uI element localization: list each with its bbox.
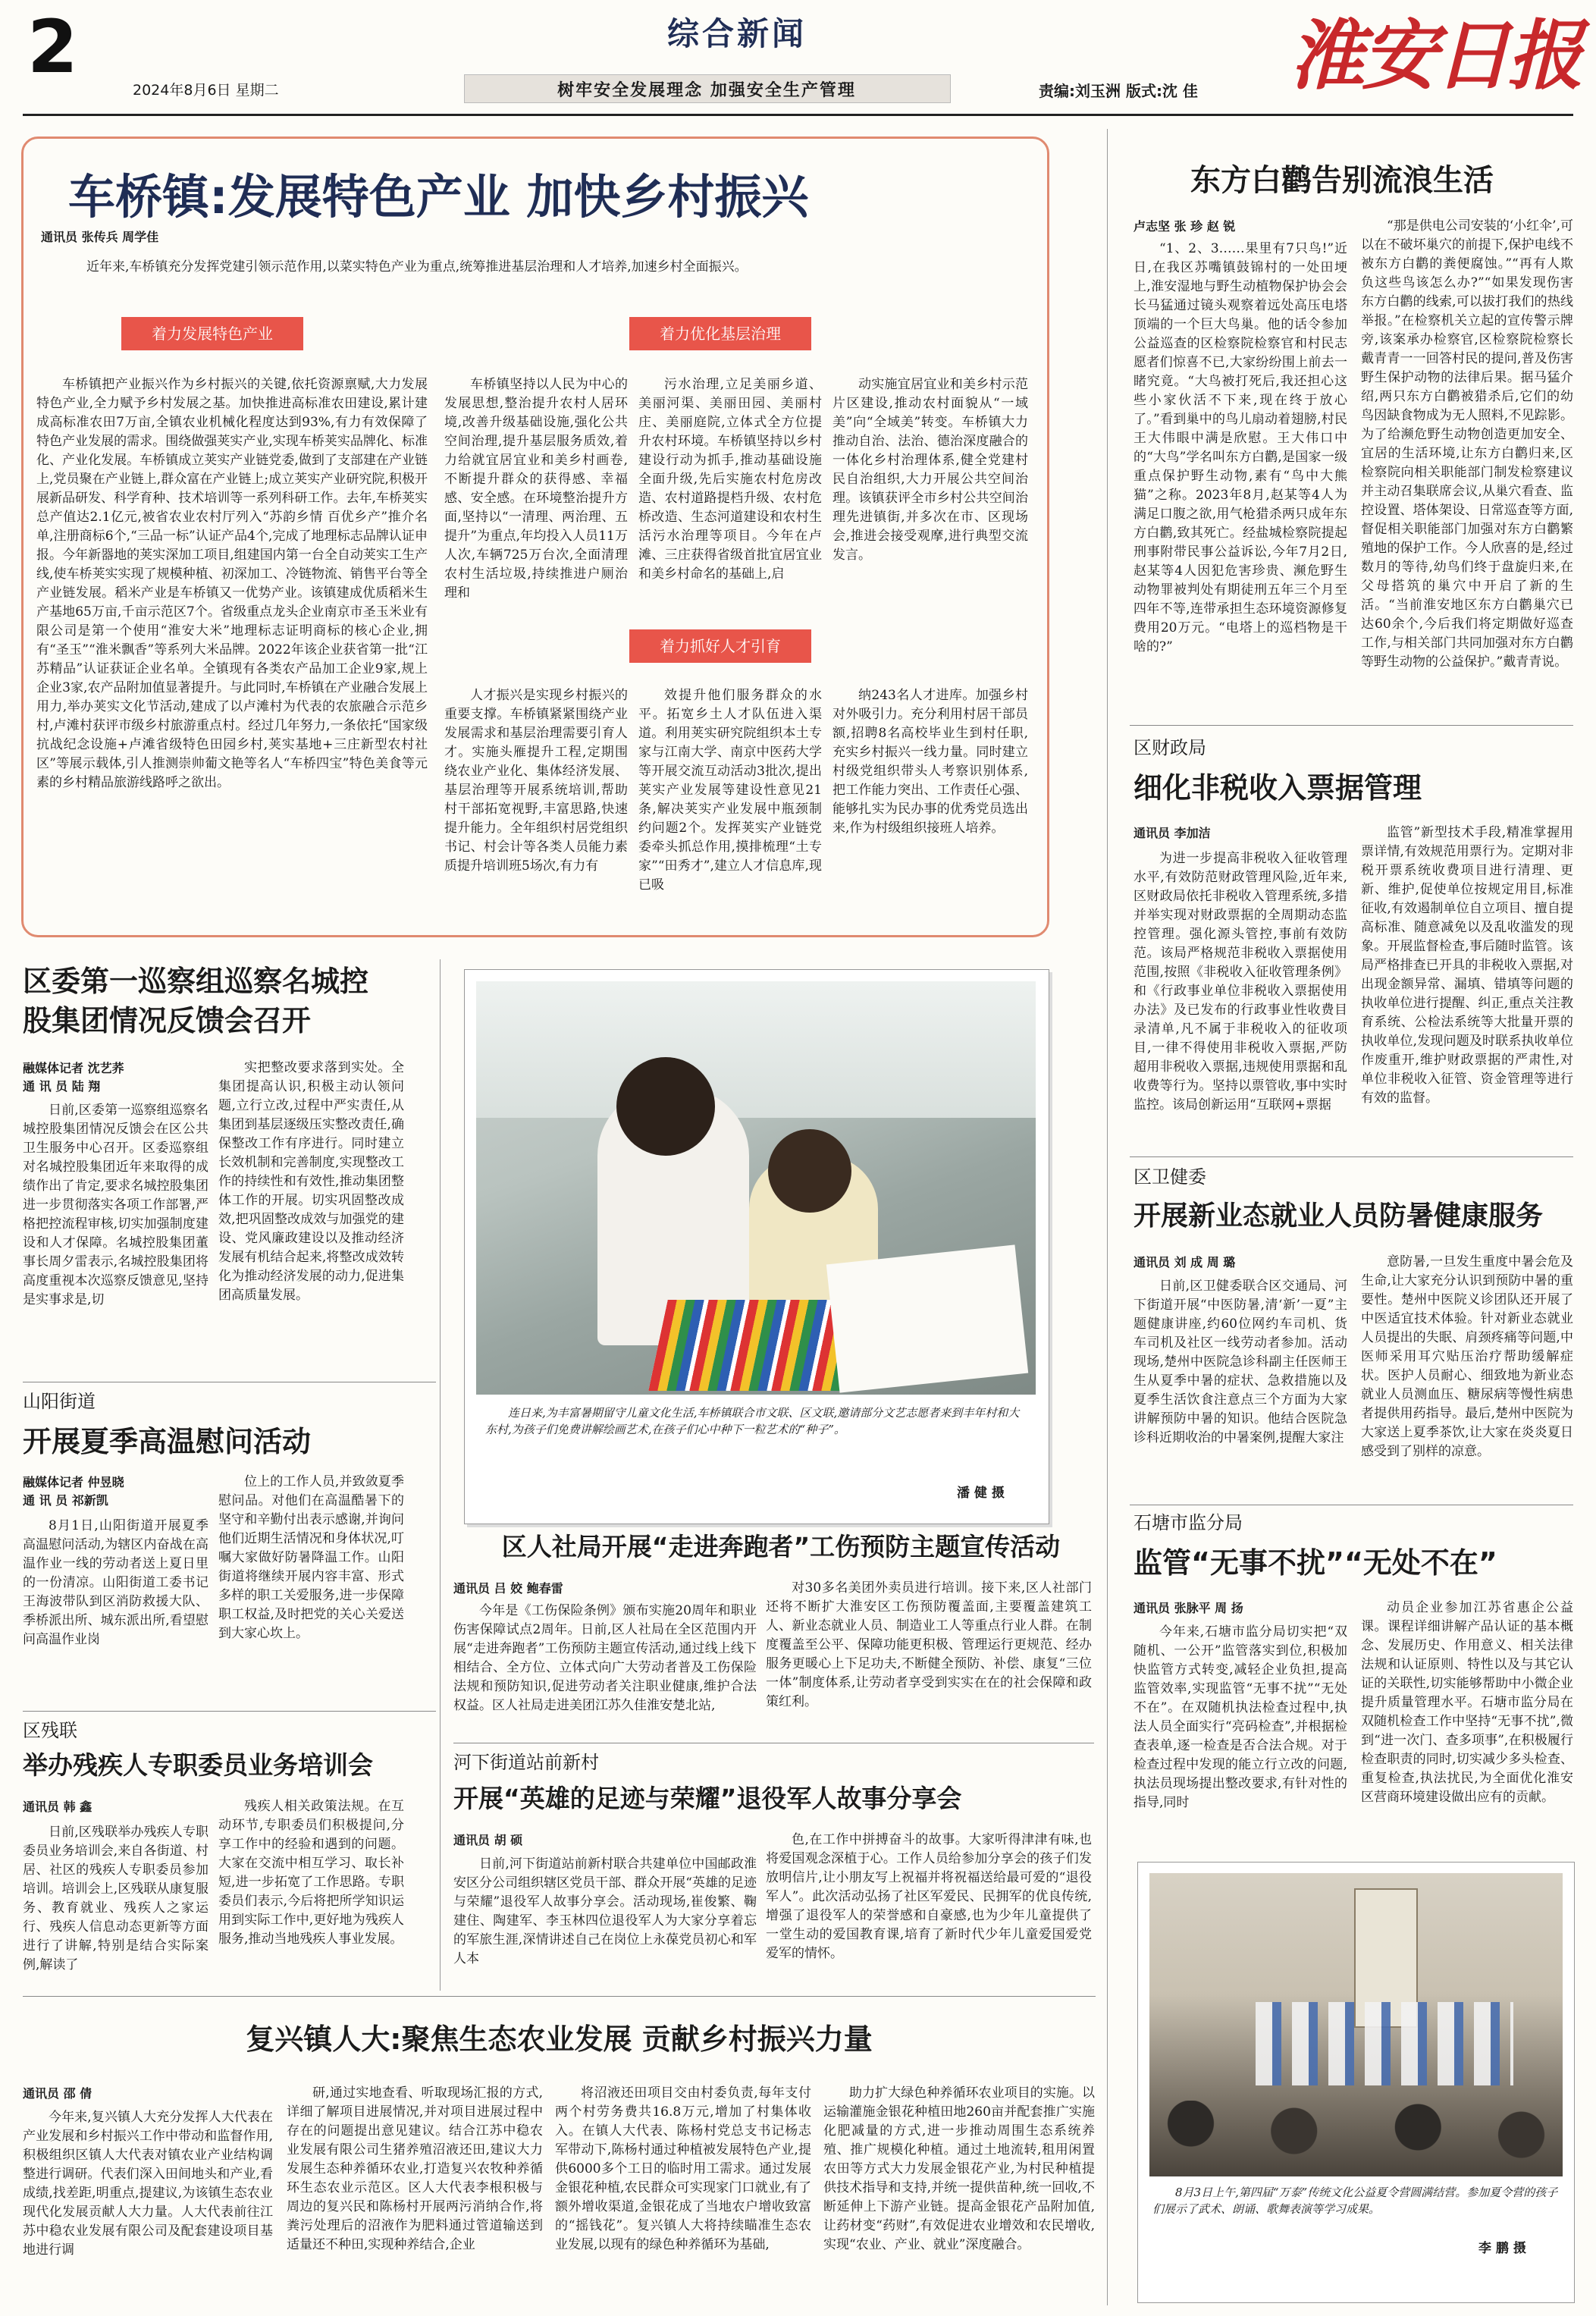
lead-byline: 通讯员 张传兵 周学佳	[41, 230, 159, 244]
a9-title: 区人社局开展“走进奔跑者”工伤预防主题宣传活动	[501, 1532, 1061, 1561]
photo1-credit: 潘 健 摄	[957, 1486, 1005, 1501]
a2-col-1: “1、2、3……果里有7只鸟!”近日,在我区苏嘴镇鼓锦村的一处田埂上,淮安湿地与野生动植物保护协会会长马猛通过镜头观察着远处高压电塔顶端的一个巨大鸟巢。他的话令参加公益巡查的区检察院检察官和村民志愿者们惊喜不已,大家纷纷围上前去一睹究竟。“大鸟被打死后,我还担心这些小家伙活不下来,现在终于放心了。”看到巢中的鸟儿扇动着翅膀,村民王大伟眼中满是欣慰。王大伟口中的“大鸟”学名叫东方白鹳,是国家一级重点保护野生动物,素有“鸟中大熊猫”之称。2023年8月,赵某等4人为满足口腹之欲,用气枪猎杀两只成年东方白鹳,致其死亡。经盐城检察院提起刑事附带民事公益诉讼,今年7月2日,赵某等4人因犯危害珍贵、濒危野生动物罪被判处有期徒刑五年三个月至四年不等,连带承担生态环境资源修复费用20万元。“电塔上的巡档物是干啥的?”	[1134, 241, 1347, 654]
lead-col-2b: 人才振兴是实现乡村振兴的重要支撑。车桥镇紧紧围绕产业发展需求和基层治理需要引育人才。实施头雁提升工程,定期围绕农业产业化、集体经济发展、基层治理等开展系统培训,帮助村干部拓宽视野,丰富思路,快速提升能力。全年组织村居党组织书记、村会计等各类人员能力素质提升培训班5场次,有力有	[444, 688, 628, 874]
page-number: 2	[27, 5, 78, 89]
a5-col-2: 动员企业参加江苏省惠企公益课。课程详细讲解产品认证的基本概念、发展历史、作用意义、相关法律法规和认证原则、特性以及与其它认证的关联性,切实能够帮助中小微企业提升质量管理水平。石塘市监分局在双随机检查工作中坚持“无事不扰”,微到“进一次门、查多项事”,在积极履行检查职责的同时,切实减少多头检查、重复检查,执法扰民,为全面优化淮安区营商环境建设做出应有的贡献。	[1361, 1600, 1573, 1805]
a3-kicker: 区财政局	[1134, 737, 1206, 758]
a11-byline: 通讯员 邵 倩	[23, 2086, 92, 2101]
a4-col-1: 日前,区卫健委联合区交通局、河下街道开展“中医防暑,清‘新’一夏”主题健康讲座,约60位网约车司机、货车司机及社区一线劳动者参加。活动现场,楚州中医院急诊科副主任医师王生从夏季中暑的症状、急救措施以及夏季生活饮食注意点三个方面为大家讲解预防中暑的知识。他结合医院急诊科近期收治的中暑案例,提醒大家注	[1134, 1279, 1347, 1445]
a4-byline: 通讯员 刘 成 周 璐	[1134, 1255, 1236, 1269]
a2-rule	[1130, 725, 1573, 726]
photo2-performers	[1256, 2002, 1513, 2085]
a8-byline: 通讯员 韩 鑫	[23, 1800, 92, 1814]
a4-title: 开展新业态就业人员防暑健康服务	[1134, 1200, 1544, 1232]
a10-rule	[23, 1996, 1096, 1997]
a7-col-2: 位上的工作人员,并致敛夏季慰问品。对他们在高温酷暑下的坚守和辛勤付出表示感谢,并询问他们近期生活情况和身体状况,叮嘱大家做好防暑降温工作。山阳街道将继续开展内容丰富、形式多样的职工关爱服务,进一步保障职工权益,及时把党的关心关爱送到大家心坎上。	[218, 1474, 404, 1641]
issue-date: 2024年8月6日 星期二	[133, 82, 279, 99]
photo1-drawing-paper	[826, 1244, 1028, 1392]
lead-col-2a: 车桥镇坚持以人民为中心的发展思想,整治提升农村人居环境,改善升级基础设施,强化公共空间治理,提升基层服务质效,着力给就宜居宜业和美乡村画卷,不断提升群众的获得感、幸福感、安全感。在环境整治提升方面,坚持以“一清理、两治理、五提升”为重点,年均投入人员11万人次,车辆725万台次,全面清理农村生活垃圾,持续推进户厕治理和	[444, 377, 628, 601]
photo1-child-hair	[768, 1129, 851, 1213]
a7-byline-2: 通 讯 员 祁新凯	[23, 1493, 108, 1508]
a3-byline: 通讯员 李加洁	[1134, 826, 1211, 840]
slogan: 树牢安全发展理念 加强安全生产管理	[557, 81, 856, 100]
a9-col-2: 对30多名美团外卖员进行培训。接下来,区人社部门还将不断扩大淮安区工伤预防覆盖面,主要覆盖建筑工人、新业态就业人员、制造业工人等重点行业人群。在制度覆盖至公平、保障功能更积极、管理运行更规范、经办服务更暖心上下足功夫,不断健全预防、补偿、康复“三位一体”制度体系,让劳动者享受到实实在在的社会保障和政策红利。	[766, 1580, 1092, 1709]
left-lower-divider	[440, 959, 441, 1991]
section-title: 综合新闻	[667, 15, 807, 52]
lead-col-1: 车桥镇把产业振兴作为乡村振兴的关键,依托资源禀赋,大力发展特色产业,全力赋予乡村发展之基。加快推进高标准农田建设,累计建成高标准农田7万亩,全镇农业机械化程度达到93%,有力有效保障了特色产业发展的需求。围绕做强荚实产业,实现车桥荚实品牌化、标准化、产业化发展。车桥镇成立荚实产业链党委,做到了支部建在产业链上,党员聚在产业链上,群众富在产业链上;成立荚实产业研究院,积极开展新品研发、科学育种、技术培训等一系列科研工作。去年,车桥荚实总产值达2.1亿元,被省农业农村厅列入“苏韵乡情 百优乡产”推介名单,注册商标6个,“三品一标”认证产品4个,完成了地理标志品牌认证申报。今年新器地的荚实深加工项目,组建国内第一台全自动荚实工生产线,使车桥荚实实现了规模种植、初深加工、冷链物流、销售平台等全产业链发展。稻米产业是车桥镇又一优势产业。该镇建成优质稻米生产基地65万亩,千亩示范区7个。省级重点龙头企业南京市圣玉米业有限公司是第一个使用“淮安大米”地理标志证明商标的核心企业,拥有“圣玉”“淮米飘香”等系列大米品牌。2022年该企业获省第一批“江苏精品”认证获证企业名单。全镇现有各类农产品加工企业9家,规上企业3家,农产品附加值显著提升。与此同时,车桥镇在产业融合发展上用力,举办荚实文化节活动,建成了以卢滩村为代表的农旅融合示范乡村,卢滩村获评市级乡村旅游重点村。经过几年努力,一条依托“国家级抗战纪念设施+卢滩省级特色田园乡村,荚实基地+三庄新型农村社区”等展示载体,引人推测崇帅葡文艳等名人“车桥四宝”特色美食等元素的乡村精品旅游线路呼之欲出。	[36, 377, 428, 790]
a7-col-1: 8月1日,山阳街道开展夏季高温慰问活动,为辖区内奋战在高温作业一线的劳动者送上夏日里的一份清凉。山阳街道工委书记王海波带队到区消防救援大队、季桥派出所、城东派出所,看望慰问高温作业岗	[23, 1518, 209, 1647]
a6-title: 区委第一巡察组巡察名城控股集团情况反馈会召开	[23, 965, 369, 1037]
lead-subhead-talent: 着力抓好人才引育	[629, 629, 811, 663]
a10-byline: 通讯员 胡 硕	[453, 1833, 523, 1847]
photo2-caption: 8月3日上午,第四届“万泰”传统文化公益夏令营圆满结营。参加夏令营的孩子们展示了武术、朗诵、歌舞表演等学习成果。	[1152, 2186, 1558, 2216]
photo1-teacher-hair	[616, 1057, 715, 1156]
a8-kicker: 区残联	[23, 1720, 77, 1741]
a4-kicker: 区卫健委	[1134, 1166, 1206, 1188]
a8-col-2: 残疾人相关政策法规。在互动环节,专职委员们积极提问,分享工作中的经验和遇到的问题。大家在交流中相互学习、取长补短,进一步拓宽了工作思路。专职委员们表示,今后将把所学知识运用到实际工作中,更好地为残疾人服务,推动当地残疾人事业发展。	[218, 1799, 404, 1947]
a11-col-2: 研,通过实地查看、听取现场汇报的方式,详细了解项目进展情况,并对项目进展过程中存在的问题提出意见建议。结合江苏中稳农业发展有限公司生猪养殖沼液还田,建议大力发展生态种养循环农业,打造复兴农牧种养循环生态农业示范区。区人大代表李根积极与周边的复兴民和陈杨村开展两污消纳合作,将粪污处理后的沼液作为肥料通过管道输送到适量还不种田,实现种养结合,企业	[287, 2085, 543, 2252]
a3-rule	[1130, 1156, 1573, 1157]
a11-col-3: 将沼液还田项目交由村委负责,每年支付两个村劳务费共16.8万元,增加了村集体收入。在镇人大代表、陈杨村党总支书记杨志军带动下,陈杨村通过种植被发展特色产业,提供6000多个工日的临时用工需求。通过发展金银花种植,农民群众可实现家门口就业,有了额外增收渠道,金银花成了当地农户增收致富的“摇钱花”。复兴镇人大将持续瞄准生态农业发展,以现有的绿色种养循环为基础,	[555, 2085, 811, 2252]
a5-col-1: 今年来,石塘市监分局切实把“双随机、一公开”监管落实到位,积极加快监管方式转变,减轻企业负担,提高监管效率,实现监管“无事不扰”“无处不在”。在双随机执法检查过程中,执法人员全面实行“亮码检查”,并根据检查表单,逐一检查是否合法合规。对于检查过程中发现的能立行立改的问题,执法员现场提出整改要求,有针对性的指导,同时	[1134, 1624, 1347, 1810]
a6-col-1: 日前,区委第一巡察组巡察名城控股集团情况反馈会在区公共卫生服务中心召开。区委巡察组对名城控股集团近年来取得的成绩作出了肯定,要求名城控股集团进一步贯彻落实各项工作部署,严格把控流程审核,切实加强制度建设和人才保障。名城控股集团董事长周夕雷表示,名城控股集团将高度重视本次巡察反馈意见,坚持是实事求是,切	[23, 1103, 209, 1307]
a9-byline: 通讯员 吕 姣 鲍春雷	[453, 1581, 563, 1596]
a5-byline: 通讯员 张脉平 周 扬	[1134, 1601, 1243, 1615]
a8-title: 举办残疾人专职委员业务培训会	[23, 1750, 373, 1780]
a2-byline: 卢志坚 张 珍 赵 锐	[1134, 219, 1236, 234]
a7-byline-1: 融媒体记者 仲昱晓	[23, 1475, 124, 1489]
photo2-image	[1149, 1873, 1563, 2176]
header-rule	[23, 114, 1573, 116]
a2-title: 东方白鹳告别流浪生活	[1190, 163, 1494, 198]
a3-col-1: 为进一步提高非税收入征收管理水平,有效防范财政管理风险,近年来,区财政局依托非税收入管理系统,多措并举实现对财政票据的全周期动态监控管理。强化源头管控,事前有效防范。该局严格规范非税收入票据使用范围,按照《非税收入征收管理条例》和《行政事业单位非税收入票据使用办法》及已发布的行政事业性收费目录清单,凡不属于非税收入的征收项目,一律不得使用非税收入票据,严防超用非税收入票据,违规使用票据和乱收费等行为。坚持以票管收,事中实时监控。该局创新运用“互联网+票据	[1134, 851, 1347, 1112]
a7-kicker: 山阳街道	[23, 1391, 96, 1412]
photo1-caption: 连日来,为丰富暑期留守儿童文化生活,车桥镇联合市文联、区文联,邀请部分文艺志愿者来到丰年村和大东村,为孩子们免费讲解绘画艺术,在孩子们心中种下一粒艺术的“种子”。	[485, 1406, 1020, 1436]
photo1-window	[476, 981, 1036, 1118]
a2-col-2: “那是供电公司安装的‘小红伞’,可以在不破坏巢穴的前提下,保护电线不被东方白鹳的粪便腐蚀。”“再有人欺负这些鸟该怎么办?”“如果发现伤害东方白鹳的线索,可以拔打我们的热线举报。”在检察机关立起的宣传警示牌旁,该案承办检察官,区检察院检察长戴青青一一回答村民的提问,普及伤害野生保护动物的法律后果。据马猛介绍,两只东方白鹳被猎杀后,它们的幼鸟因缺食物成为无人照料,不见踪影。为了给濒危野生动物创造更加安全、宜居的生活环境,让东方白鹳归来,区检察院向相关职能部门制发检察建议并主动召集联席会议,从巢穴看查、监控设置、塔体架设、日常巡查等方面,督促相关职能部门加强对东方白鹳繁殖地的保护工作。今人欣喜的是,经过数月的等待,幼鸟们终于盘旋归来,在父母搭筑的巢穴中开启了新的生活。“当前淮安地区东方白鹳巢穴已达60余个,今后我们将定期做好巡查工作,与相关部门共同加强对东方白鹳等野生动物的公益保护。”戴青青说。	[1361, 218, 1573, 670]
lead-col-4a: 动实施宜居宜业和美乡村示范片区建设,推动农村面貌从“一域美”向“全域美”转变。车桥镇大力推动自治、法治、德治深度融合的一体化乡村治理体系,健全党建村民自治组织,大力开展公共空间治理。该镇获评全市乡村公共空间治理先进镇街,并多次在市、区现场会,推进会接受观摩,进行典型交流发言。	[832, 377, 1028, 563]
a4-col-2: 意防暑,一旦发生重度中暑会危及生命,让大家充分认识到预防中暑的重要性。楚州中医院义诊团队还开展了中医适宜技术体验。针对新业态就业人员提出的失眠、肩颈疼痛等问题,中医师采用耳穴贴压治疗帮助缓解症状。医护人员耐心、细致地为新业态就业人员测血压、糖尿病等慢性病患者提供用药指导。最后,楚州中医院为大家送上夏季茶饮,让大家在炎炎夏日感受到了别样的凉意。	[1361, 1254, 1573, 1459]
lead-intro: 近年来,车桥镇充分发挥党建引领示范作用,以菜实特色产业为重点,统筹推进基层治理和人才培养,加速乡村全面振兴。	[86, 259, 748, 275]
a3-col-2: 监管”新型技术手段,精准掌握用票详情,有效规范用票行为。定期对非税开票系统收费项目进行清理、更新、维护,促使单位按规定用目,标准征收,有效遏制单位自立项目、擅自提高标准、随意减免以及乱收滥发的现象。开展监督检查,事后随时监管。该局严格排查已开具的非税收入票据,对出现金额异常、漏填、错填等问题的执收单位进行提醒、纠正,重点关注教育系统、公检法系统等大批量开票的执收单位,发现问题及时联系执收单位作废重开,维护财政票据的严肃性,对单位非税收入征管、资金管理等进行有效的监督。	[1361, 825, 1573, 1106]
a10-col-2: 色,在工作中拼搏奋斗的故事。大家听得津津有味,也将爱国观念深植于心。工作人员给参加分享会的孩子们发放明信片,让小朋友写上祝福并将祝福送给最可爱的“退役军人”。此次活动弘扬了社区军爱民、民拥军的优良传统,增强了退役军人的荣誉感和自豪感,也为少年儿童提供了一堂生动的爱国教育课,培育了新时代少年儿童爱国爱党爱军的情怀。	[766, 1832, 1092, 1961]
a9-col-1: 今年是《工伤保险条例》颁布实施20周年和职业伤害保障试点2周年。日前,区人社局在全区范围内开展“走进奔跑者”工伤预防主题宣传活动,通过线上线下相结合、全方位、立体式向广大劳动者普及工伤保险法规和预防知识,促进劳动者关注职业健康,维护合法权益。区人社局走进美团江苏久佳淮安楚北站,	[453, 1603, 757, 1713]
a7-rule	[23, 1711, 436, 1712]
a10-title: 开展“英雄的足迹与荣耀”退役军人故事分享会	[453, 1784, 962, 1813]
lead-subhead-governance: 着力优化基层治理	[629, 317, 811, 350]
a7-title: 开展夏季高温慰问活动	[23, 1425, 312, 1458]
a10-col-1: 日前,河下街道站前新村联合共建单位中国邮政淮安区分公司组织辖区党员干部、群众开展“英雄的足迹与荣耀”退役军人故事分享会。活动现场,崔俊繁、鞠建住、陶建军、李玉林四位退役军人为大家分享着忘的军旅生涯,深情讲述自己在岗位上永葆党员初心和军人本	[453, 1856, 757, 1966]
photo2-audience	[1149, 2101, 1563, 2176]
photo2-credit: 李 鹏 摄	[1478, 2241, 1526, 2256]
a5-title: 监管“无事不扰”“无处不在”	[1134, 1546, 1497, 1580]
editors: 责编:刘玉洲 版式:沈 佳	[1039, 82, 1198, 100]
photo1-image	[476, 981, 1036, 1395]
a10-kicker: 河下街道站前新村	[453, 1752, 599, 1773]
lead-subhead-industry: 着力发展特色产业	[121, 317, 303, 350]
lead-title: 车桥镇:发展特色产业 加快乡村振兴	[68, 169, 809, 224]
right-divider	[1107, 129, 1108, 2305]
a6-byline-1: 融媒体记者 沈艺荞	[23, 1061, 124, 1075]
lead-col-4b: 纳243名人才进库。加强乡村对外吸引力。充分利用村居干部员额,招聘8名高校毕业生到村任职,充实乡村振兴一线力量。同时建立村级党组织带头人考察识别体系,把工作能力突出、工作责任心强、能够扎实为民办事的优秀党员选出来,作为村级组织接班人培养。	[832, 688, 1028, 836]
a3-title: 细化非税收入票据管理	[1134, 771, 1422, 805]
a5-kicker: 石塘市监分局	[1134, 1512, 1243, 1533]
masthead-logo: 淮安日报	[1289, 11, 1580, 100]
lead-col-3a: 污水治理,立足美丽乡道、美丽河渠、美丽田园、美丽村庄、美丽庭院,立体式全方位提升农村环境。车桥镇坚持以乡村建设行动为抓手,推动基础设施全面升级,先后实施农村危房改造、农村道路提档升级、农村危桥改造、生态河道建设和农村生活污水治理等项目。今年在卢滩、三庄获得省级首批宜居宜业和美乡村命名的基础上,启	[638, 377, 822, 582]
a11-title: 复兴镇人大:聚焦生态农业发展 贡献乡村振兴力量	[246, 2023, 873, 2056]
lead-col-3b: 效提升他们服务群众的水平。拓宽乡土人才队伍进入渠道。利用荚实研究院组织本土专家与江南大学、南京中医药大学等开展交流互动活动3批次,提出荚实产业发展等建设性意见21条,解决荚实产业发展中瓶颈制约问题2个。发挥荚实产业链党委牵头抓总作用,摸排梳理“土专家”“田秀才”,建立人才信息库,现已吸	[638, 688, 822, 893]
a8-col-1: 日前,区残联举办残疾人专职委员业务培训会,来自各街道、村居、社区的残疾人专职委员参加培训。培训会上,区残联从康复服务、教育就业、残疾人之家运行、残疾人信息动态更新等方面进行了讲解,特别是结合实际案例,解读了	[23, 1825, 209, 1972]
a11-col-1: 今年来,复兴镇人大充分发挥人大代表在产业发展和乡村振兴工作中带动和监督作用,积极组织区镇人大代表对镇农业产业结构调整进行调研。代表们深入田间地头和产业,看成绩,找差距,明重点,提建议,为该镇生态农业现代化发展贡献人大力量。人大代表前往江苏中稳农业发展有限公司及配套建设项目基地进行调	[23, 2110, 273, 2258]
a6-col-2: 实把整改要求落到实处。全集团提高认识,积极主动认领问题,立行立改,过程中严实责任,从集团到基层逐级压实整改责任,确保整改工作有序进行。同时建立长效机制和完善制度,实现整改工作的持续性和有效性,推动集团整体工作的开展。切实巩固整改成效,把巩固整改成效与加强党的建设、党风廉政建设以及推动经济发展有机结合起来,将整改成效转化为推动经济发展的动力,促进集团高质量发展。	[218, 1060, 404, 1303]
a11-col-4: 助力扩大绿色种养循环农业项目的实施。以运输灌施金银花种植田地260亩并配套推广实施化肥减量的方式,进一步推动周围生态系统养殖、推广规模化种植。通过土地流转,租用闲置农田等方式大力发展金银花产业,为村民种植提供技术指导和支持,并统一提供苗种,统一回收,不断延伸上下游产业链。提高金银花产品附加值,让药材变“药财”,有效促进农业增效和农民增收,实现“农业、产业、就业”深度融合。	[823, 2085, 1095, 2252]
a6-byline-2: 通 讯 员 陆 翔	[23, 1079, 101, 1094]
